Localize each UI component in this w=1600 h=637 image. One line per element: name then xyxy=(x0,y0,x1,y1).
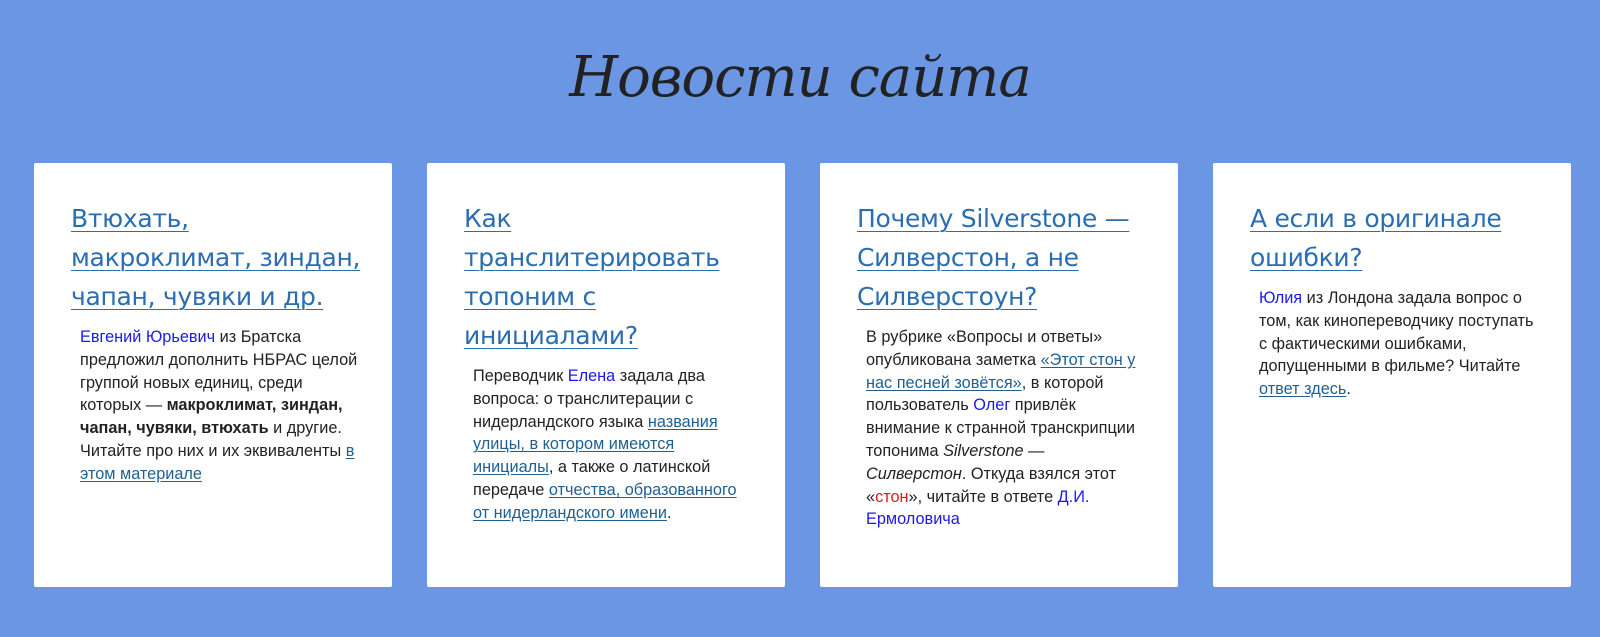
news-card xyxy=(427,163,785,587)
article-link[interactable]: «Этот стон у нас песней зовётся» xyxy=(866,350,1136,392)
news-title-link[interactable]: Почему Silverstone — Силверстон, а не Силверстоун? xyxy=(857,204,1130,311)
person-link[interactable]: Олег xyxy=(973,396,1011,415)
news-cards xyxy=(34,163,1571,587)
person-link[interactable]: Д.И. Ермоловича xyxy=(866,487,1090,529)
person-link[interactable]: Евгений Юрьевич xyxy=(80,328,216,346)
article-link[interactable]: ответ здесь xyxy=(1259,380,1347,399)
news-title-link[interactable]: Как транслитерировать топоним с инициалами? xyxy=(464,204,720,350)
news-card xyxy=(1213,163,1571,587)
article-link[interactable]: отчества, образованного от нидерландского имени xyxy=(473,480,737,522)
news-text: Юлия из Лондона задала вопрос о том, как кинопереводчику поступать с фактическими ошибками, допущенными в фильме? Читайте ответ здесь. xyxy=(1259,289,1534,399)
news-text: Евгений Юрьевич из Братска предложил дополнить НБРАС целой группой новых единиц, среди которых — макроклимат, зиндан, чапан, чувяки, втюхать и другие. Читайте про них и их эквиваленты в этом материале xyxy=(80,328,358,483)
news-text: Переводчик Елена задала два вопроса: о транслитерации с нидерландского языка названия улицы, в котором имеются инициалы, а также о латинской передаче отчества, образованного от нидерландского имени. xyxy=(473,367,737,522)
news-card xyxy=(820,163,1178,587)
italic-toponym: Silverstone — Силверстон xyxy=(866,441,1045,483)
article-link[interactable]: названия улицы, в котором имеются инициалы xyxy=(473,412,718,477)
person-link[interactable]: Юлия xyxy=(1259,289,1303,307)
page-title: Новости сайта xyxy=(569,45,1031,110)
news-card xyxy=(34,163,392,587)
news-title-link[interactable]: Втюхать, макроклимат, зиндан, чапан, чувяки и др. xyxy=(71,204,361,311)
person-link[interactable]: Елена xyxy=(567,367,616,385)
highlight-word: стон xyxy=(875,487,909,506)
article-link[interactable]: в этом материале xyxy=(80,441,355,483)
news-text: В рубрике «Вопросы и ответы» опубликована заметка «Этот стон у нас песней зовётся», в которой пользователь Олег привлёк внимание к странной транскрипции топонима Silverstone — Силверстон. Откуда взялся этот «стон», читайте в ответе Д.И. Ермоловича xyxy=(866,328,1136,529)
bold-terms: макроклимат, зиндан, чапан, чувяки, втюхать xyxy=(80,396,343,438)
news-title-link[interactable]: А если в оригинале ошибки? xyxy=(1250,204,1502,272)
